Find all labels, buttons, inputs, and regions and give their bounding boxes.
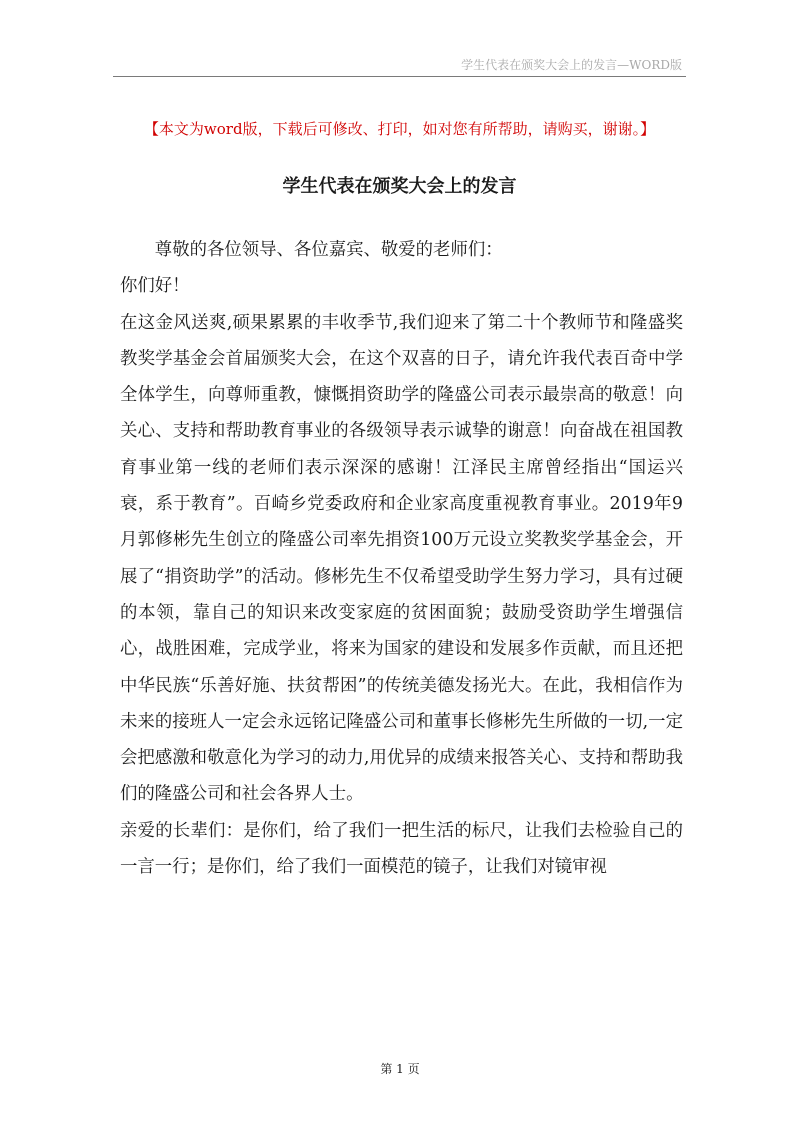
- salutation-paragraph: 尊敬的各位领导、各位嘉宾、敬爱的老师们：: [154, 240, 503, 260]
- page-number: 第 1 页: [380, 1062, 420, 1076]
- document-title: 学生代表在颁奖大会上的发言: [282, 176, 517, 197]
- document-body: [120, 232, 683, 885]
- header-rule: [113, 76, 686, 77]
- body-paragraph-2: 亲爱的长辈们：是你们，给了我们一把生活的标尺，让我们去检验自己的一言一行；是你们，给了我们一面模范的镜子，让我们对镜审视: [120, 820, 683, 878]
- running-header: 学生代表在颁奖大会上的发言—WORD版: [461, 58, 682, 72]
- purchase-notice: 【本文为word版，下载后可修改、打印，如对您有所帮助，请购买，谢谢。】: [143, 120, 656, 138]
- body-paragraph-1: 在这金风送爽,硕果累累的丰收季节,我们迎来了第二十个教师节和隆盛奖教奖学基金会首届颁奖大会，在这个双喜的日子，请允许我代表百奇中学全体学生，向尊师重教，慷慨捐资助学的隆盛公司表示最崇高的敬意！向关心、支持和帮助教育事业的各级领导表示诚挚的谢意！向奋战在祖国教育事业第一线的老师们表示深深的感谢！江泽民主席曾经指出“国运兴衰，系于教育”。百崎乡党委政府和企业家高度重视教育事业。2019年9月郭修彬先生创立的隆盛公司率先捐资100万元设立奖教奖学基金会，开展了“捐资助学”的活动。修彬先生不仅希望受助学生努力学习，具有过硬的本领，靠自己的知识来改变家庭的贫困面貌；鼓励受资助学生增强信心，战胜困难，完成学业，将来为国家的建设和发展多作贡献，而且还把中华民族“乐善好施、扶贫帮困”的传统美德发扬光大。在此，我相信作为未来的接班人一定会永远铭记隆盛公司和董事长修彬先生所做的一切,一定会把感激和敬意化为学习的动力,用优异的成绩来报答关心、支持和帮助我们的隆盛公司和社会各界人士。: [120, 312, 683, 805]
- greeting-paragraph: 你们好！: [120, 276, 190, 297]
